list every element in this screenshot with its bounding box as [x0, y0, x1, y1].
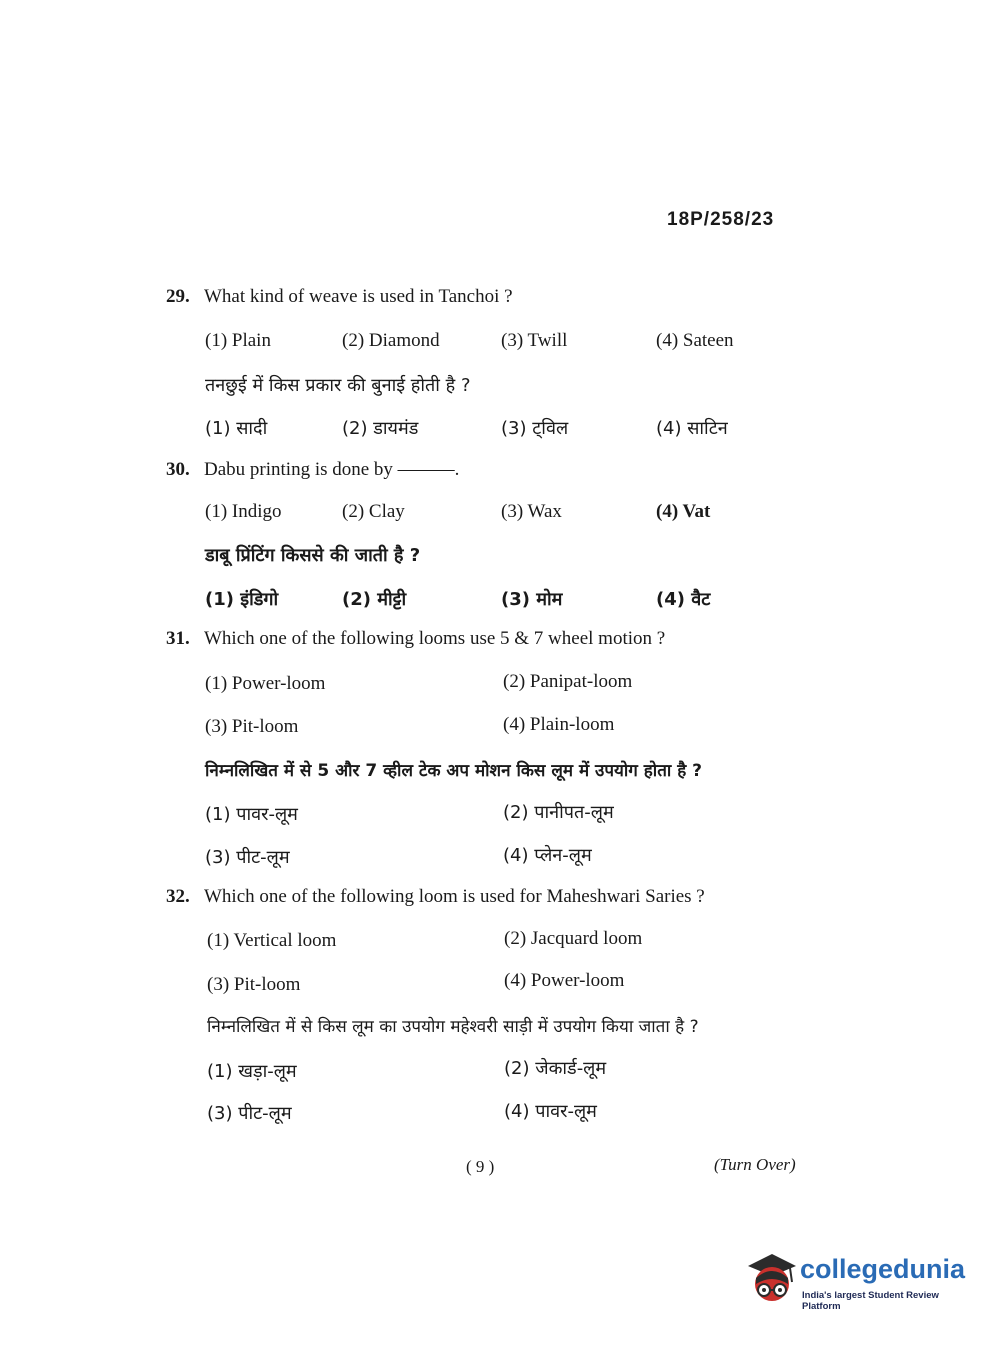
logo-tagline: India's largest Student Review Platform — [802, 1290, 939, 1312]
question-32 — [166, 886, 705, 908]
mascot-icon — [742, 1250, 800, 1310]
question-number: 31. — [166, 628, 190, 649]
page-number: ( 9 ) — [466, 1157, 495, 1176]
question-29 — [166, 286, 513, 308]
option-hindi: (4) साटिन — [656, 418, 728, 439]
question-text: Dabu printing is done by ———. — [204, 459, 460, 480]
question-text-hindi: डाबू प्रिंटिंग किससे की जाती है ? — [205, 545, 421, 566]
option-hindi: (2) जेकार्ड-लूम — [504, 1058, 607, 1079]
option-hindi: (2) डायमंड — [342, 418, 419, 439]
option: (3) Pit-loom — [207, 974, 301, 995]
option: (1) Indigo — [205, 501, 282, 522]
question-text-hindi: तनछुई में किस प्रकार की बुनाई होती है ? — [205, 375, 471, 396]
logo-name: collegedunia — [800, 1254, 966, 1284]
question-30 — [166, 459, 459, 481]
option-hindi: (1) खड़ा-लूम — [207, 1061, 297, 1082]
option: (2) Clay — [342, 501, 405, 522]
question-text: What kind of weave is used in Tanchoi ? — [204, 286, 513, 307]
question-text: Which one of the following looms use 5 & 7 wheel motion ? — [204, 628, 666, 649]
option: (2) Panipat-loom — [503, 671, 633, 692]
question-text: Which one of the following loom is used for Maheshwari Saries ? — [204, 886, 705, 907]
option-hindi: (3) पीट-लूम — [207, 1103, 292, 1124]
question-number: 29. — [166, 286, 190, 307]
option-hindi: (2) पानीपत-लूम — [503, 802, 614, 823]
question-31 — [166, 628, 665, 650]
option: (4) Sateen — [656, 330, 734, 351]
question-number: 30. — [166, 459, 190, 480]
option-hindi: (4) पावर-लूम — [504, 1101, 597, 1122]
option: (3) Wax — [501, 501, 562, 522]
option: (3) Twill — [501, 330, 568, 351]
collegedunia-logo — [742, 1250, 972, 1312]
paper-code: 18P/258/23 — [667, 209, 775, 230]
question-text-hindi: निम्नलिखित में से 5 और 7 व्हील टेक अप मोशन किस लूम में उपयोग होता है ? — [205, 761, 703, 781]
turn-over: (Turn Over) — [714, 1155, 796, 1174]
option-hindi: (4) वैट — [656, 589, 711, 610]
question-number: 32. — [166, 886, 190, 907]
option: (1) Plain — [205, 330, 271, 351]
option-hindi: (3) ट्विल — [501, 418, 569, 439]
option-hindi: (3) पीट-लूम — [205, 847, 290, 868]
option-hindi: (1) पावर-लूम — [205, 804, 298, 825]
option-hindi: (1) सादी — [205, 418, 268, 439]
option: (2) Diamond — [342, 330, 440, 351]
option-hindi: (3) मोम — [501, 589, 563, 610]
option: (4) Plain-loom — [503, 714, 615, 735]
option-hindi: (1) इंडिगो — [205, 589, 279, 610]
option: (1) Vertical loom — [207, 930, 337, 951]
option: (4) Vat — [656, 501, 711, 522]
question-text-hindi: निम्नलिखित में से किस लूम का उपयोग महेश्वरी साड़ी में उपयोग किया जाता है ? — [207, 1017, 699, 1037]
option: (4) Power-loom — [504, 970, 625, 991]
option: (1) Power-loom — [205, 673, 326, 694]
option: (3) Pit-loom — [205, 716, 299, 737]
option-hindi: (4) प्लेन-लूम — [503, 845, 592, 866]
option: (2) Jacquard loom — [504, 928, 643, 949]
option-hindi: (2) मीट्टी — [342, 589, 407, 610]
